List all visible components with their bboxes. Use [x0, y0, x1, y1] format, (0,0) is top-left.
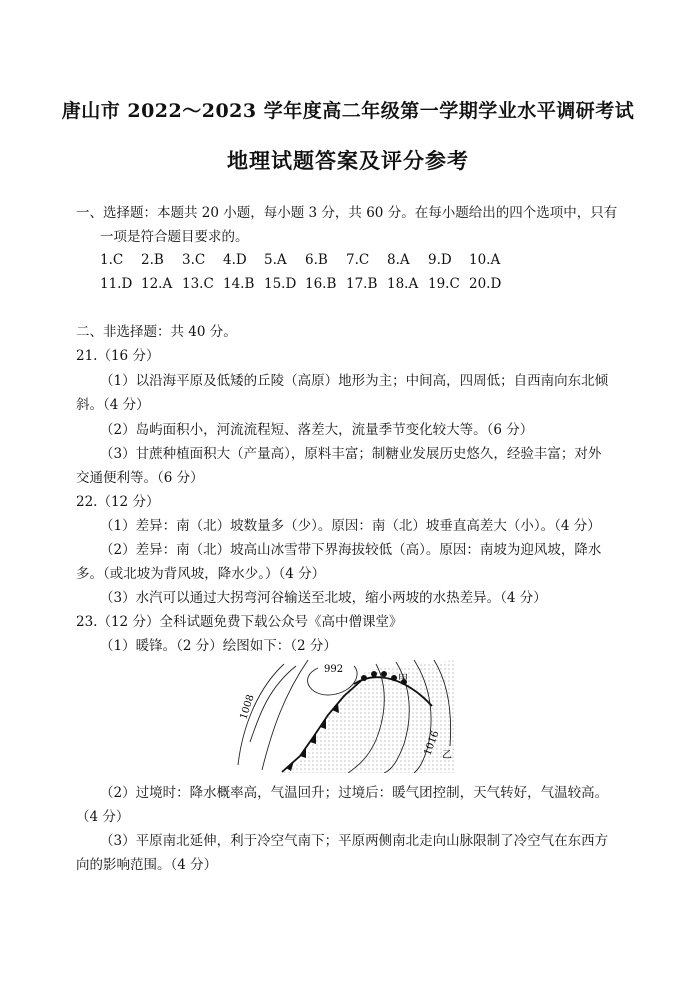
- q23-answer-3a: （3）平原南北延伸，利于冷空气南下；平原两侧南北走向山脉限制了冷空气在东西方: [100, 833, 609, 849]
- answer-item: 1.C: [100, 252, 124, 268]
- isobar-warm-front-figure: [236, 660, 456, 773]
- section1-instruction-line2: 一项是符合题目要求的。: [100, 229, 249, 245]
- q22-answer-2b: 多。（或北坡为背风坡，降水少。）（4 分）: [76, 566, 326, 582]
- answer-item: 16.B: [305, 276, 337, 292]
- isobar-992-label: 992: [324, 664, 344, 675]
- q21-answer-2: （2）岛屿面积小，河流流程短、落差大，流量季节变化较大等。（6 分）: [100, 422, 534, 438]
- answer-item: 17.B: [346, 276, 378, 292]
- answer-item: 11.D: [100, 276, 133, 292]
- answer-item: 19.C: [428, 276, 460, 292]
- answer-item: 20.D: [469, 276, 502, 292]
- answer-item: 10.A: [469, 252, 501, 268]
- q21-answer-1a: （1）以沿海平原及低矮的丘陵（高原）地形为主；中间高，四周低；自西南向东北倾: [100, 373, 609, 389]
- q23-answer-3b: 向的影响范围。（4 分）: [76, 857, 218, 873]
- answer-item: 6.B: [305, 252, 328, 268]
- page-subtitle: 地理试题答案及评分参考: [227, 148, 469, 173]
- q22-answer-2a: （2）差异：南（北）坡高山冰雪带下界海拔较低（高）。原因：南坡为迎风坡，降水: [100, 542, 602, 558]
- answer-item: 3.C: [182, 252, 206, 268]
- answer-item: 14.B: [223, 276, 255, 292]
- answer-item: 7.C: [346, 252, 370, 268]
- isobar-1008-label: 1008: [238, 693, 257, 721]
- section1-instruction-line1: 一、选择题：本题共 20 小题，每小题 3 分，共 60 分。在每小题给出的四个选项中，只有: [76, 205, 618, 221]
- answer-item: 18.A: [387, 276, 419, 292]
- answer-item: 9.D: [428, 252, 452, 268]
- answers-row-2: [100, 276, 510, 292]
- isobar-1016-label: 1016: [422, 729, 442, 758]
- location-jia-label: 甲: [398, 674, 408, 685]
- answer-item: 15.D: [264, 276, 297, 292]
- q22-answer-3: （3）水汽可以通过大拐弯河谷输送至北坡，缩小两坡的水热差异。（4 分）: [100, 590, 547, 606]
- q22-answer-1: （1）差异：南（北）坡数量多（少）。原因：南（北）坡垂直高差大（小）。（4 分）: [100, 518, 601, 534]
- answer-item: 4.D: [223, 252, 247, 268]
- location-yi-label: 乙: [442, 750, 452, 761]
- answer-item: 12.A: [141, 276, 173, 292]
- section2-heading: 二、非选择题：共 40 分。: [76, 324, 237, 340]
- q21-answer-3a: （3）甘蔗种植面积大（产量高），原料丰富；制糖业发展历史悠久，经验丰富；对外: [100, 446, 602, 462]
- answer-item: 8.A: [387, 252, 410, 268]
- answer-item: 5.A: [264, 252, 287, 268]
- q21-answer-3b: 交通便利等。（6 分）: [76, 470, 204, 486]
- q23-answer-2b: （4 分）: [76, 809, 130, 825]
- q21-label: 21.（16 分）: [76, 348, 160, 364]
- q21-answer-1b: 斜。（4 分）: [76, 397, 150, 413]
- page-title: 唐山市 2022～2023 学年度高二年级第一学期学业水平调研考试: [61, 100, 635, 122]
- answer-item: 2.B: [141, 252, 164, 268]
- q23-answer-1: （1）暖锋。（2 分）绘图如下：（2 分）: [100, 638, 337, 654]
- answer-item: 13.C: [182, 276, 214, 292]
- answers-row-1: [100, 252, 510, 268]
- q22-label: 22.（12 分）: [76, 494, 160, 510]
- q23-label: 23.（12 分）全科试题免费下载公众号《高中僧课堂》: [76, 614, 403, 630]
- q23-answer-2a: （2）过境时：降水概率高，气温回升；过境后：暖气团控制，天气转好，气温较高。: [100, 785, 609, 801]
